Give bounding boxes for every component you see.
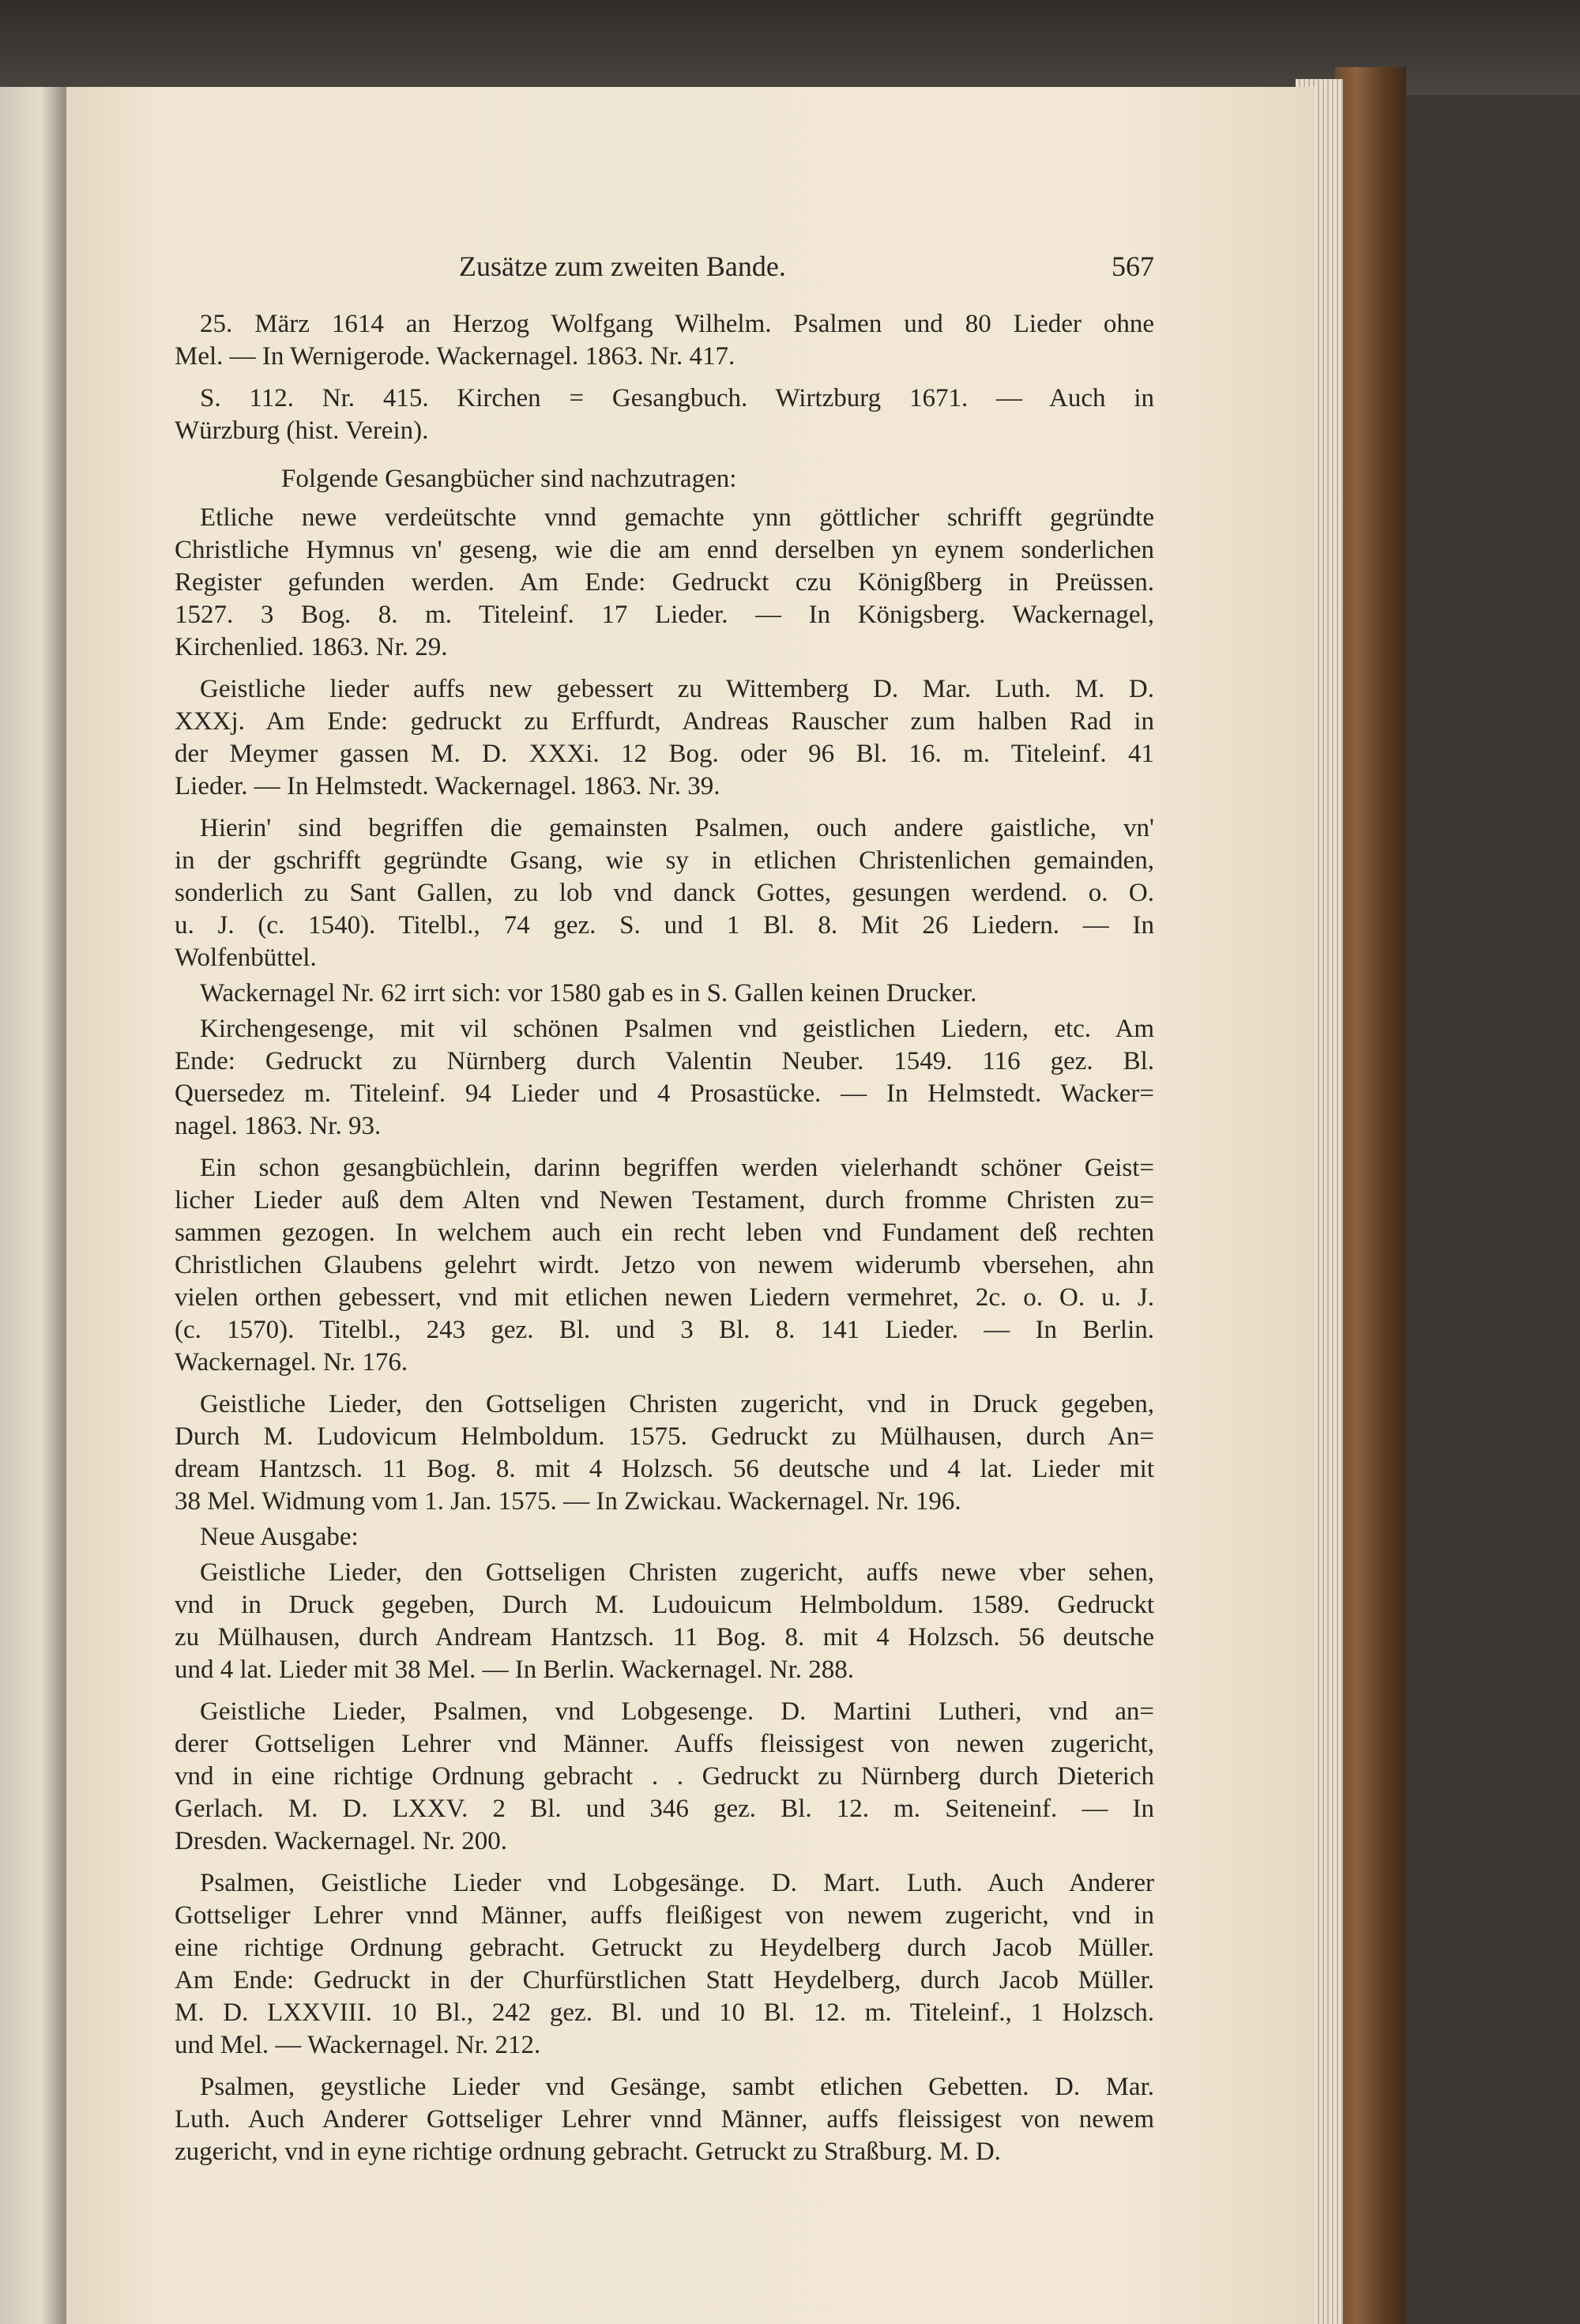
text-line: (c. 1570). Titelbl., 243 gez. Bl. und 3 Bl. 8. 141 Lieder. — In Berlin. <box>175 1316 1154 1344</box>
text-line: Gerlach. M. D. LXXV. 2 Bl. und 346 gez. Bl. 12. m. Seiteneinf. — In <box>175 1795 1154 1823</box>
facing-page-edge <box>0 87 68 2324</box>
text-line: u. J. (c. 1540). Titelbl., 74 gez. S. und 1 Bl. 8. Mit 26 Liedern. — In <box>175 911 1154 940</box>
text-line: Kirchengesenge, mit vil schönen Psalmen vnd geistlichen Liedern, etc. Am <box>200 1015 1154 1043</box>
text-line: M. D. LXXVIII. 10 Bl., 242 gez. Bl. und 10 Bl. 12. m. Titeleinf., 1 Holzsch. <box>175 1998 1154 2027</box>
text-line: sammen gezogen. In welchem auch ein recht leben vnd Fundament deß rechten <box>175 1218 1154 1247</box>
text-line: Geistliche Lieder, den Gottseligen Christen zugericht, vnd in Druck gegeben, <box>200 1390 1154 1418</box>
text-line: licher Lieder auß dem Alten vnd Newen Testament, durch fromme Christen zu= <box>175 1186 1154 1215</box>
paragraph <box>175 1013 1154 1143</box>
text-line: Psalmen, geystliche Lieder vnd Gesänge, sambt etlichen Gebetten. D. Mar. <box>200 2073 1154 2101</box>
text-line: Ein schon gesangbüchlein, darinn begriffen werden vielerhandt schöner Geist= <box>200 1154 1154 1182</box>
text-line: Geistliche lieder auffs new gebessert zu Wittemberg D. Mar. Luth. M. D. <box>200 675 1154 703</box>
text-line: Neue Ausgabe: <box>200 1523 359 1551</box>
text-line: Geistliche Lieder, den Gottseligen Christen zugericht, auffs newe vber sehen, <box>200 1558 1154 1587</box>
paragraph <box>175 1388 1154 1518</box>
text-line: Psalmen, Geistliche Lieder vnd Lobgesänge. D. Mart. Luth. Auch Anderer <box>200 1869 1154 1897</box>
text-line: Mel. — In Wernigerode. Wackernagel. 1863. Nr. 417. <box>175 342 735 371</box>
text-line: Ende: Gedruckt zu Nürnberg durch Valentin Neuber. 1549. 116 gez. Bl. <box>175 1047 1154 1075</box>
paragraph <box>175 673 1154 803</box>
paragraph <box>175 1696 1154 1858</box>
text-line: zugericht, vnd in eyne richtige ordnung gebracht. Getruckt zu Straßburg. M. D. <box>175 2138 1001 2166</box>
page-number: 567 <box>1112 250 1154 282</box>
book-cover <box>1335 67 1406 2324</box>
text-line: XXXj. Am Ende: gedruckt zu Erffurdt, Andreas Rauscher zum halben Rad in <box>175 707 1154 736</box>
text-line: Wackernagel Nr. 62 irrt sich: vor 1580 gab es in S. Gallen keinen Drucker. <box>200 979 977 1008</box>
paragraph <box>175 1557 1154 1686</box>
text-line: Quersedez m. Titeleinf. 94 Lieder und 4 Prosastücke. — In Helmstedt. Wacker= <box>175 1079 1154 1108</box>
running-header <box>175 249 1154 284</box>
paragraph <box>175 977 1154 1010</box>
paragraph <box>175 308 1154 373</box>
text-line: vnd in Druck gegeben, Durch M. Ludouicum Helmboldum. 1589. Gedruckt <box>175 1591 1154 1619</box>
text-line: derer Gottseligen Lehrer vnd Männer. Auffs fleissigest von newen zugericht, <box>175 1730 1154 1758</box>
text-line: dream Hantzsch. 11 Bog. 8. mit 4 Holzsch. 56 deutsche und 4 lat. Lieder mit <box>175 1455 1154 1483</box>
text-line: in der gschrifft gegründte Gsang, wie sy in etlichen Christenlichen gemainden, <box>175 846 1154 875</box>
text-line: Würzburg (hist. Verein). <box>175 416 429 445</box>
section-heading <box>175 463 1154 495</box>
text-line: Wolfenbüttel. <box>175 944 317 972</box>
paragraph <box>175 1152 1154 1379</box>
text-line: vnd in eine richtige Ordnung gebracht . . Gedruckt zu Nürnberg durch Dieterich <box>175 1762 1154 1791</box>
paragraph <box>175 382 1154 447</box>
paragraph <box>175 1867 1154 2062</box>
text-line: sonderlich zu Sant Gallen, zu lob vnd danck Gottes, gesungen werdend. o. O. <box>175 879 1154 907</box>
text-line: Christliche Hymnus vn' geseng, wie die am ennd derselben yn eynem sonderlichen <box>175 536 1154 564</box>
paragraph <box>175 812 1154 974</box>
text-line: vielen orthen gebessert, vnd mit etlichen newen Liedern vermehret, 2c. o. O. u. J. <box>175 1283 1154 1312</box>
paragraph <box>175 1521 1154 1554</box>
text-line: Kirchenlied. 1863. Nr. 29. <box>175 633 448 661</box>
text-line: nagel. 1863. Nr. 93. <box>175 1112 382 1140</box>
text-line: Dresden. Wackernagel. Nr. 200. <box>175 1827 508 1855</box>
text-line: Folgende Gesangbücher sind nachzutragen: <box>281 465 737 493</box>
text-line: 38 Mel. Widmung vom 1. Jan. 1575. — In Zwickau. Wackernagel. Nr. 196. <box>175 1487 961 1516</box>
text-line: S. 112. Nr. 415. Kirchen = Gesangbuch. Wirtzburg 1671. — Auch in <box>200 384 1154 412</box>
text-line: und 4 lat. Lieder mit 38 Mel. — In Berlin. Wackernagel. Nr. 288. <box>175 1655 855 1684</box>
text-line: Wackernagel. Nr. 176. <box>175 1348 408 1377</box>
text-line: der Meymer gassen M. D. XXXi. 12 Bog. oder 96 Bl. 16. m. Titeleinf. 41 <box>175 740 1154 768</box>
text-line: 1527. 3 Bog. 8. m. Titeleinf. 17 Lieder. — In Königsberg. Wackernagel, <box>175 601 1154 629</box>
running-title: Zusätze zum zweiten Bande. <box>459 250 786 282</box>
paragraph <box>175 502 1154 664</box>
text-line: 25. März 1614 an Herzog Wolfgang Wilhelm. Psalmen und 80 Lieder ohne <box>200 310 1154 338</box>
text-line: Lieder. — In Helmstedt. Wackernagel. 1863. Nr. 39. <box>175 772 720 800</box>
text-line: eine richtige Ordnung gebracht. Getruckt zu Heydelberg durch Jacob Müller. <box>175 1934 1154 1962</box>
paragraph <box>175 2071 1154 2168</box>
text-line: und Mel. — Wackernagel. Nr. 212. <box>175 2031 541 2059</box>
text-line: Christlichen Glaubens gelehrt wirdt. Jetzo von newem widerumb vbersehen, ahn <box>175 1251 1154 1279</box>
page-body <box>175 308 1154 2168</box>
text-line: Geistliche Lieder, Psalmen, vnd Lobgesenge. D. Martini Lutheri, vnd an= <box>200 1697 1154 1726</box>
text-line: Gottseliger Lehrer vnnd Männer, auffs fleißigest von newem zugericht, vnd in <box>175 1901 1154 1930</box>
text-line: zu Mülhausen, durch Andream Hantzsch. 11 Bog. 8. mit 4 Holzsch. 56 deutsche <box>175 1623 1154 1652</box>
text-line: Am Ende: Gedruckt in der Churfürstlichen Statt Heydelberg, durch Jacob Müller. <box>175 1966 1154 1994</box>
text-line: Durch M. Ludovicum Helmboldum. 1575. Gedruckt zu Mülhausen, durch An= <box>175 1422 1154 1451</box>
text-line: Etliche newe verdeütschte vnnd gemachte ynn göttlicher schrifft gegründte <box>200 503 1154 532</box>
text-line: Hierin' sind begriffen die gemainsten Psalmen, ouch andere gaistliche, vn' <box>200 814 1154 842</box>
text-line: Luth. Auch Anderer Gottseliger Lehrer vnnd Männer, auffs fleissigest von newem <box>175 2105 1154 2134</box>
text-line: Register gefunden werden. Am Ende: Gedruckt czu Königßberg in Preüssen. <box>175 568 1154 597</box>
